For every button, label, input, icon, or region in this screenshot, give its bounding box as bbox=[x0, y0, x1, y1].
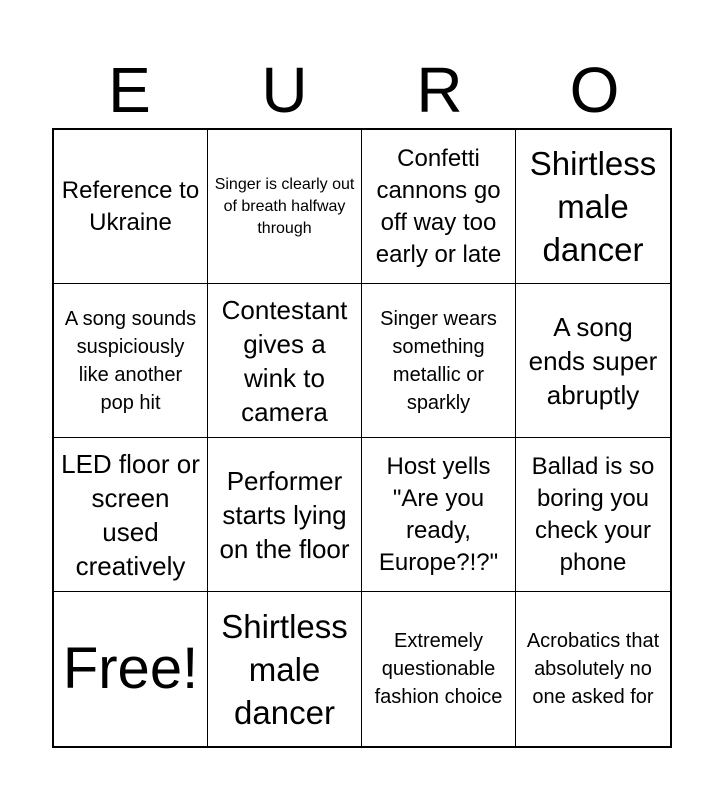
bingo-cell-11[interactable] bbox=[362, 438, 516, 592]
header-letter-u: U bbox=[261, 54, 308, 126]
bingo-cell-3[interactable] bbox=[362, 130, 516, 284]
bingo-cell-text: Confetti cannons go off way too early or late bbox=[375, 144, 502, 268]
bingo-cell-text: Singer wears something metallic or sparkly bbox=[380, 307, 497, 414]
bingo-cell-12[interactable] bbox=[516, 438, 670, 592]
bingo-header bbox=[52, 52, 672, 128]
bingo-cell-10[interactable] bbox=[208, 438, 362, 592]
bingo-cell-text: A song ends super abruptly bbox=[528, 311, 658, 410]
bingo-cell-4[interactable] bbox=[516, 130, 670, 284]
bingo-cell-text: Shirtless male dancer bbox=[529, 145, 657, 268]
bingo-cell-text: Contestant gives a wink to camera bbox=[221, 294, 348, 427]
bingo-cell-text: LED floor or screen used creatively bbox=[61, 448, 200, 581]
bingo-cell-text: Acrobatics that absolutely no one asked for bbox=[526, 630, 660, 708]
bingo-cell-14[interactable] bbox=[208, 592, 362, 746]
bingo-cell-text: Performer starts lying on the floor bbox=[219, 465, 350, 564]
bingo-cell-text: Free! bbox=[62, 636, 199, 701]
bingo-cell-15[interactable] bbox=[362, 592, 516, 746]
bingo-cell-text: Reference to Ukraine bbox=[61, 176, 200, 236]
bingo-board bbox=[52, 128, 672, 748]
bingo-cell-text: Shirtless male dancer bbox=[221, 607, 348, 731]
bingo-cell-9[interactable] bbox=[54, 438, 208, 592]
bingo-cell-text: Host yells "Are you ready, Europe?!?" bbox=[378, 452, 499, 576]
header-letter-r: R bbox=[416, 54, 463, 126]
bingo-cell-8[interactable] bbox=[516, 284, 670, 438]
header-letter-o: O bbox=[569, 54, 620, 126]
bingo-cell-2[interactable] bbox=[208, 130, 362, 284]
bingo-cell-text: A song sounds suspiciously like another pop hit bbox=[64, 307, 197, 414]
bingo-cell-5[interactable] bbox=[54, 284, 208, 438]
bingo-cell-text: Singer is clearly out of breath halfway through bbox=[214, 175, 355, 237]
bingo-cell-text: Ballad is so boring you check your phone bbox=[531, 452, 655, 576]
bingo-cell-1[interactable] bbox=[54, 130, 208, 284]
bingo-cell-6[interactable] bbox=[208, 284, 362, 438]
bingo-cell-text: Extremely questionable fashion choice bbox=[374, 630, 503, 708]
bingo-cell-7[interactable] bbox=[362, 284, 516, 438]
bingo-cell-free[interactable] bbox=[54, 592, 208, 746]
bingo-cell-16[interactable] bbox=[516, 592, 670, 746]
header-letter-e: E bbox=[108, 54, 151, 126]
